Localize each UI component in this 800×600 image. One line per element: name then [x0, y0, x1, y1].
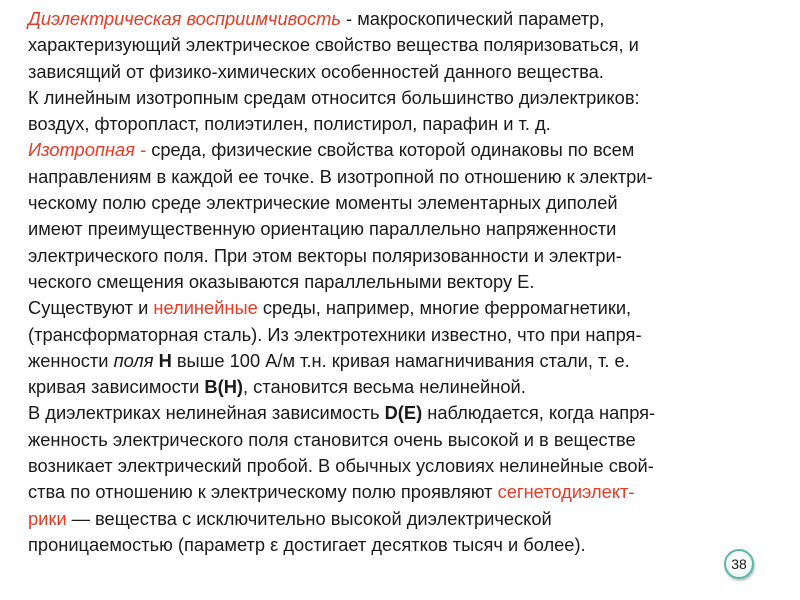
text-line [28, 322, 778, 348]
text-line [28, 506, 778, 532]
text-line [28, 374, 778, 400]
text-run: имеют преимущественную ориентацию параллельно напряженности [28, 218, 617, 240]
text-run: воздух, фторопласт, полиэтилен, полистирол, парафин и т. д. [28, 113, 551, 135]
text-run: ческого смещения оказываются параллельными вектору Е. [28, 270, 535, 292]
text-run: Существуют и [28, 297, 154, 319]
text-run: зависящий от физико-химических особенностей данного вещества. [28, 60, 604, 82]
text-run: проницаемостью (параметр ε достигает десятков тысяч и более). [28, 533, 586, 555]
text-run: кривая зависимости [28, 376, 205, 398]
text-run: , становится весьма нелинейной. [243, 376, 526, 398]
text-run: ческому полю среде электрические моменты элементарных диполей [28, 192, 618, 214]
text-run: (трансформаторная сталь). Из электротехники известно, что при напря- [28, 323, 642, 345]
text-line [28, 216, 778, 242]
highlighted-term: нелинейные [153, 297, 258, 319]
text-line [28, 295, 778, 321]
text-line [28, 400, 778, 426]
text-line [28, 137, 778, 163]
text-run: — вещества с исключительно высокой диэлектрической [66, 507, 552, 529]
text-line [28, 164, 778, 190]
text-line [28, 190, 778, 216]
text-run: Н [158, 349, 172, 371]
text-run: характеризующий электрическое свойство вещества поляризоваться, и [28, 34, 639, 56]
highlighted-term: сегнетодиэлект- [497, 481, 635, 503]
text-run: В диэлектриках нелинейная зависимость [28, 402, 385, 424]
highlighted-term: Изотропная - [28, 139, 147, 161]
text-line [28, 532, 778, 558]
text-run: среда, физические свойства которой одинаковы по всем [146, 139, 635, 161]
text-run: женность электрического поля становится очень высокой и в веществе [28, 428, 636, 450]
text-run: ства по отношению к электрическому полю проявляют [28, 481, 498, 503]
page-number-badge [724, 549, 754, 579]
text-run: наблюдается, когда напря- [422, 402, 656, 424]
highlighted-term: рики [28, 507, 67, 529]
text-line [28, 243, 778, 269]
text-line [28, 85, 778, 111]
text-line [28, 479, 778, 505]
page-number: 38 [731, 556, 747, 572]
text-line [28, 59, 778, 85]
text-run: В(Н) [204, 376, 243, 398]
text-run: поля [113, 349, 154, 371]
slide-body-text [28, 6, 778, 558]
text-run: возникает электрический пробой. В обычных условиях нелинейные свой- [28, 455, 654, 477]
text-line [28, 453, 778, 479]
highlighted-term: Диэлектрическая восприимчивость [28, 8, 341, 29]
text-run: электрического поля. При этом векторы поляризованности и электри- [28, 244, 622, 266]
text-run: К линейным изотропным средам относится большинство диэлектриков: [28, 86, 640, 108]
text-line [28, 427, 778, 453]
text-line [28, 111, 778, 137]
text-run: D(E) [384, 402, 423, 424]
text-run: среды, например, многие ферромагнетики, [257, 297, 632, 319]
text-run: - макроскопический параметр, [340, 8, 605, 29]
text-line [28, 269, 778, 295]
text-run: направлениям в каждой ее точке. В изотропной по отношению к электри- [28, 165, 653, 187]
text-line [28, 6, 778, 32]
text-line [28, 32, 778, 58]
text-run: выше 100 А/м т.н. кривая намагничивания стали, т. е. [171, 349, 630, 371]
text-run: женности [28, 349, 114, 371]
text-line [28, 348, 778, 374]
